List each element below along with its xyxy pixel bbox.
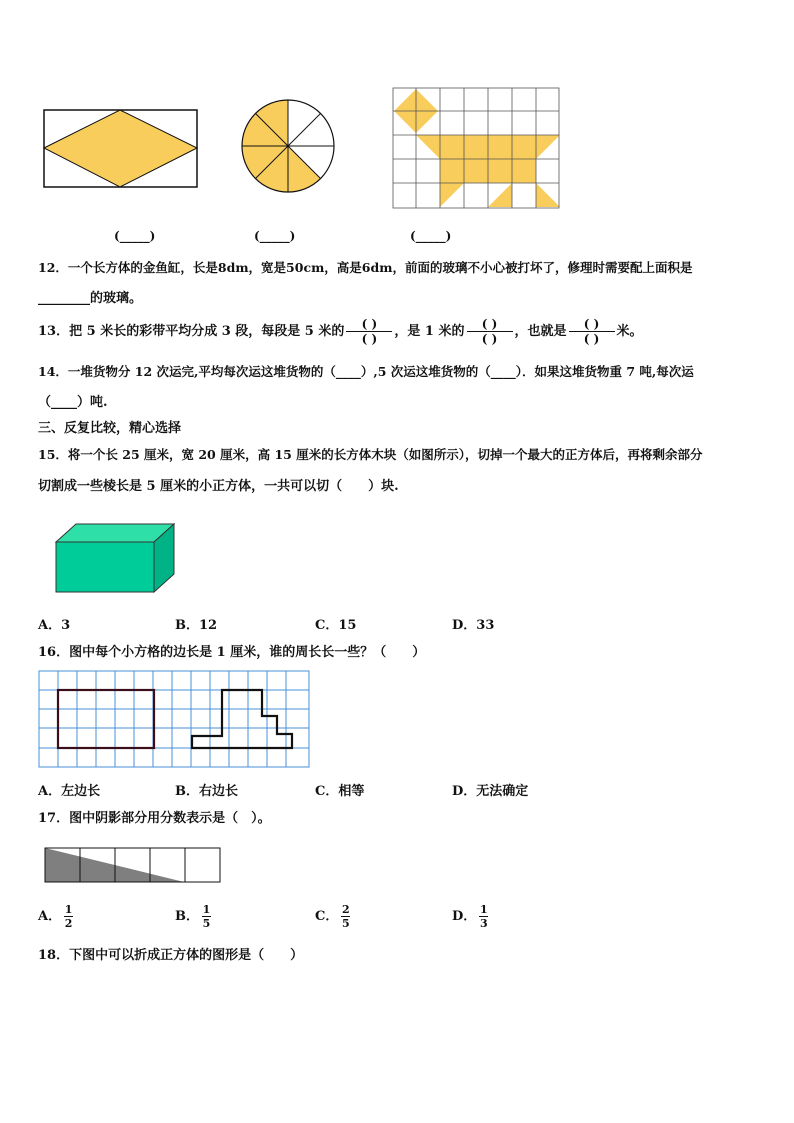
q17-option-b[interactable]: B． $\frac{1}{5}$ <box>175 903 211 930</box>
q14-line2: （____）吨. <box>38 395 108 410</box>
q13-fraction-3: $\frac{( )}{( )}$ <box>569 318 615 345</box>
q15-line2: 切割成一些棱长是 5 厘米的小正方体，一共可以切（ ）块. <box>38 479 399 494</box>
q16-option-c[interactable]: C．相等 <box>315 784 365 799</box>
q17-option-c[interactable]: C． $\frac{2}{5}$ <box>315 903 350 930</box>
q13-question <box>38 318 643 345</box>
q13-fraction-1: $\frac{( )}{( )}$ <box>346 318 392 345</box>
q15-option-a[interactable]: A．3 <box>38 618 71 633</box>
q17-option-d-fraction: $\frac{1}{3}$ <box>479 903 488 930</box>
q16-option-a[interactable]: A．左边长 <box>38 784 101 799</box>
q16-option-b[interactable]: B．右边长 <box>175 784 238 799</box>
q13-part3: ，也就是 <box>514 324 567 339</box>
q16-option-d[interactable]: D．无法确定 <box>452 784 529 799</box>
rhombus-in-rectangle-figure <box>43 108 199 190</box>
figure1-answer-blank: (_____) <box>114 229 156 243</box>
grid-animal-figure <box>392 87 560 210</box>
figure2-answer-blank: (_____) <box>254 229 296 243</box>
q17-option-a-fraction: $\frac{1}{2}$ <box>64 903 73 930</box>
q12-line1: 12．一个长方体的金鱼缸，长是8dm，宽是50cm，高是6dm，前面的玻璃不小心被打坏了，修理时需要配上面积是 <box>38 260 693 275</box>
q16-question: 16．图中每个小方格的边长是 1 厘米，谁的周长长一些？（ ） <box>38 645 426 660</box>
shaded-strip-figure <box>44 846 222 884</box>
section-3-heading: 三、反复比较，精心选择 <box>38 421 182 436</box>
figure3-answer-blank: (_____) <box>410 229 452 243</box>
q17-option-b-fraction: $\frac{1}{5}$ <box>202 903 211 930</box>
q15-option-b[interactable]: B．12 <box>175 618 218 633</box>
q17-option-d[interactable]: D． $\frac{1}{3}$ <box>452 903 488 930</box>
perimeter-grid-figure <box>38 670 312 770</box>
q13-part2: ，是 1 米的 <box>394 324 465 339</box>
q13-part4: 米。 <box>616 324 643 339</box>
q12-line2: ________的玻璃。 <box>38 291 143 306</box>
q17-option-c-fraction: $\frac{2}{5}$ <box>342 903 350 930</box>
q15-option-c[interactable]: C．15 <box>315 618 357 633</box>
q17-question: 17．图中阴影部分用分数表示是（ ）。 <box>38 811 271 826</box>
q15-line1: 15．将一个长 25 厘米，宽 20 厘米，高 15 厘米的长方体木块（如图所示），切掉一个最大的正方体后，再将剩余部分 <box>38 447 703 462</box>
q17-option-a[interactable]: A． $\frac{1}{2}$ <box>38 903 73 930</box>
q18-question: 18．下图中可以折成正方体的图形是（ ） <box>38 948 304 963</box>
circle-eighths-figure <box>240 98 336 194</box>
q13-part1: 13．把 5 米长的彩带平均分成 3 段，每段是 5 米的 <box>38 324 345 339</box>
q13-fraction-2: $\frac{( )}{( )}$ <box>467 318 513 345</box>
q15-option-d[interactable]: D．33 <box>452 618 495 633</box>
cuboid-figure <box>53 522 177 596</box>
q14-line1: 14．一堆货物分 12 次运完,平均每次运这堆货物的（____）,5 次运这堆货物的（____）．如果这堆货物重 7 吨,每次运 <box>38 364 694 379</box>
